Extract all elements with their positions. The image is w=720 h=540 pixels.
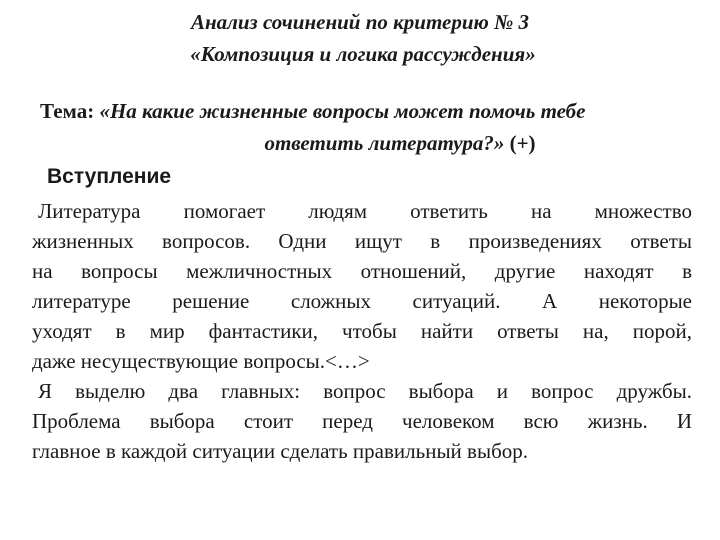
topic-label: Тема: xyxy=(40,99,100,123)
topic-row-2 xyxy=(40,127,690,159)
topic-row-1 xyxy=(40,95,690,127)
topic-question-part-2: ответить литература?» xyxy=(264,131,510,155)
paragraph-2-line: главное в каждой ситуации сделать правильный выбор. xyxy=(32,439,529,463)
paragraph-1-line: уходят в мир фантастики, чтобы найти ответы на, порой, xyxy=(32,319,692,343)
topic-question-part-1: «На какие жизненные вопросы может помочь тебе xyxy=(99,99,586,123)
topic-mark: (+) xyxy=(509,131,536,155)
title-line-2: «Композиция и логика рассуждения» xyxy=(190,42,536,66)
paragraph-1-line: жизненных вопросов. Одни ищут в произведениях ответы xyxy=(32,229,692,253)
title-line-1: Анализ сочинений по критерию № 3 xyxy=(190,10,530,34)
paragraph-2-line: Я выделю два главных: вопрос выбора и вопрос дружбы. xyxy=(38,379,692,403)
intro-heading: Вступление xyxy=(47,165,172,188)
essay-body xyxy=(32,196,692,466)
essay-topic xyxy=(40,95,690,159)
paragraph-1-line: литературе решение сложных ситуаций. А некоторые xyxy=(32,289,692,313)
slide-title xyxy=(0,6,720,70)
paragraph-1-line: Литература помогает людям ответить на множество xyxy=(38,199,692,223)
paragraph-1-line: даже несуществующие вопросы.<…> xyxy=(32,349,370,373)
paragraph-2-line: Проблема выбора стоит перед человеком всю жизнь. И xyxy=(32,409,692,433)
paragraph-1-line: на вопросы межличностных отношений, другие находят в xyxy=(32,259,692,283)
